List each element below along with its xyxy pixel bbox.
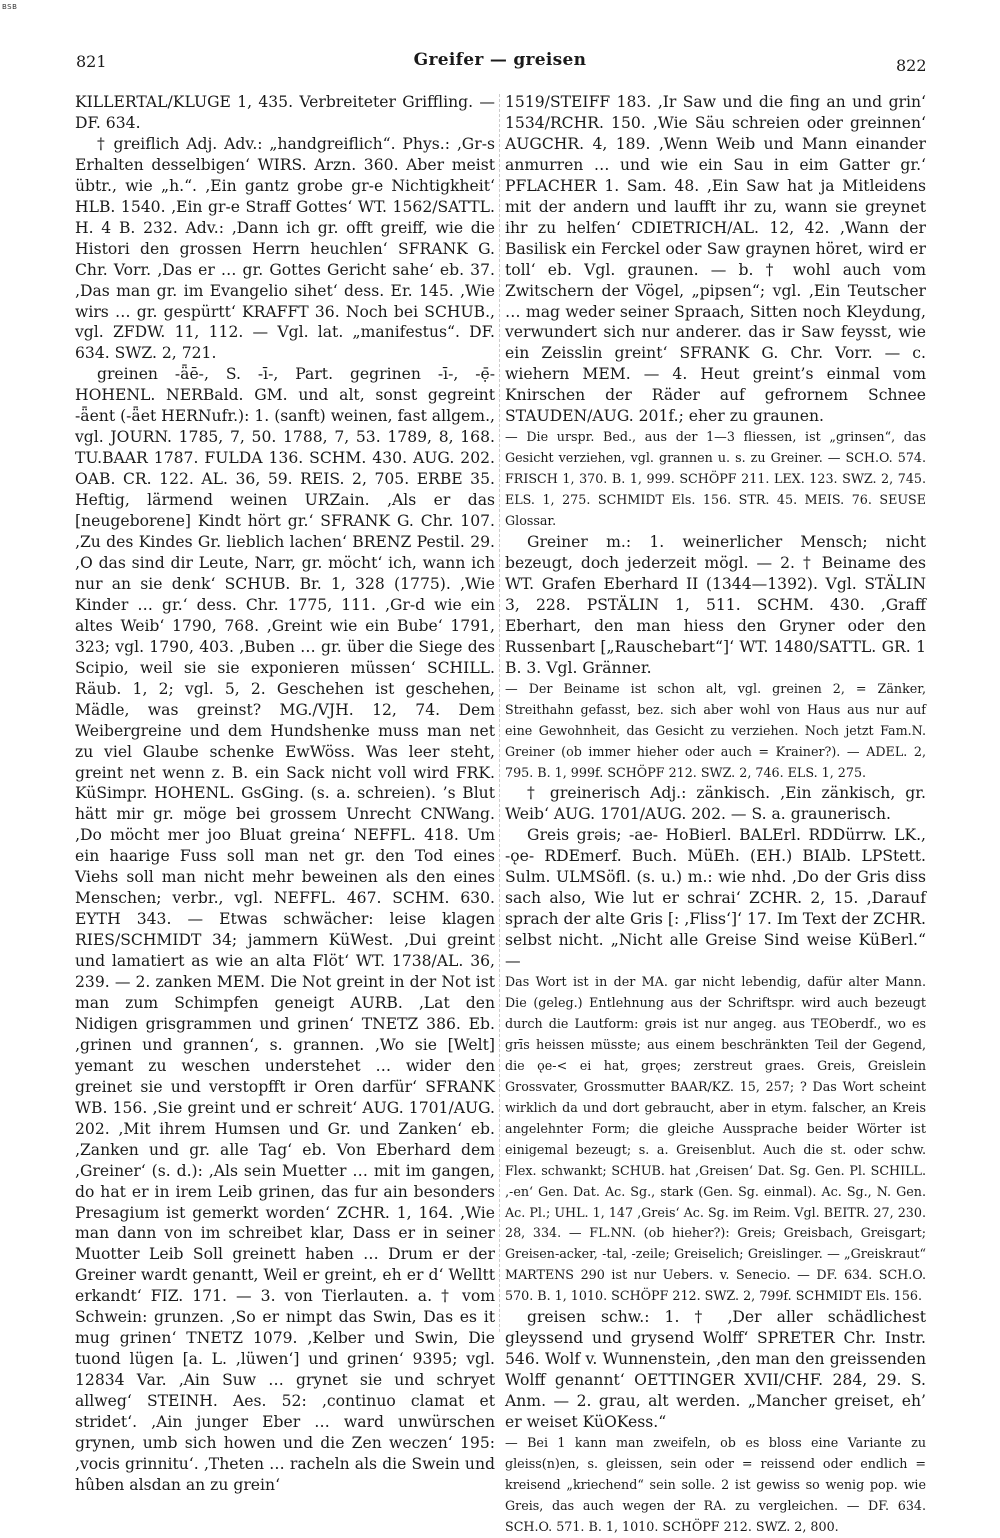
entry-greiflich: † greiflich Adj. Adv.: „handgreiflich“. Phys.: ‚Gr-s Erhalten desselbigen‘ WIRS. Arzn. 360. Aber meist übtr., wie „h.“. ‚Ein gantz grobe gr-e Nichtigkheit‘ HLB. 1540. ‚Ein gr-e Straff Gottes‘ WT. 1562/SATTL. H. 4 B. 232. Adv.: ‚Dann ich gr. offt greiff, wie die Histori den grossen Herrn heuchlen‘ SFRANK G. Chr. Vorr. ‚Das er … gr. Gottes Gericht sahe‘ eb. 37. ‚Das man gr. im Evangelio sihet‘ dess. Er. 145. ‚Wie wirs … gr. gespürtt‘ KRAFFT 36. Noch bei SCHUB., vgl. ZFDW. 11, 112. — Vgl. lat. „manifestus“. DF. 634. SWZ. 2, 721. — [75, 134, 495, 363]
note-greisen: — Bei 1 kann man zweifeln, ob es bloss eine Variante zu gleiss(n)en, s. gleissen, sein oder = reissend oder endlich = kreisend „kriechend“ sein solle. 2 ist gewiss so wenig pop. wie Greis, das auch wegen der RA. zu vergleichen. — DF. 634. SCH.O. 571. B. 1, 1010. SCHÖPF 212. SWZ. 2, 800. — [505, 1435, 926, 1534]
column-divider — [499, 94, 500, 1332]
page-header — [0, 42, 1000, 82]
page-number-right: 822 — [896, 56, 927, 75]
entry-continuation: KILLERTAL/KLUGE 1, 435. Verbreiteter Griffling. — DF. 634. — [75, 93, 495, 132]
page-number-left: 821 — [76, 52, 107, 71]
note-greiner: — Der Beiname ist schon alt, vgl. greinen 2, = Zänker, Streithahn gefasst, bez. sich aber wohl von Haus aus nur auf eine Gewohnheit, das Gesicht zu verziehen. Noch jetzt Fam.N. Greiner (ob immer hieher oder auch = Krainer?). — ADEL. 2, 795. B. 1, 999f. SCHÖPF 212. SWZ. 2, 746. ELS. 1, 275. — [505, 680, 926, 780]
entry-greiner: Greiner m.: 1. weinerlicher Mensch; nicht bezeugt, doch jederzeit mögl. — 2. † Beiname des WT. Grafen Eberhard II (1344—1392). Vgl. STÄLIN 3, 228. PSTÄLIN 1, 511. SCHM. 430. ‚Graff Eberhart, den man hiess den Gryner oder den Russenbart [„Rauschebart“]‘ WT. 1480/SATTL. GR. 1 B. 3. Vgl. Gränner. — [505, 533, 926, 677]
right-column — [505, 92, 926, 1534]
entry-greisen: greisen schw.: 1. † ‚Der aller schädlichest gleyssend und grysend Wolff‘ SPRETER Chr. Instr. 546. Wolf v. Wunnenstein, ‚den man den greissenden Wolff genannt‘ OETTINGER XVII/CHF. 284, 29. S. Anm. — 2. grau, alt werden. „Mancher greiset, eh’ er weiset KüOKess.“ — [505, 1308, 926, 1432]
note-greis: Das Wort ist in der MA. gar nicht lebendig, dafür alter Mann. Die (geleg.) Entlehnung aus der Schriftspr. wird auch bezeugt durch die Lautform: grəis ist nur angeg. aus TEOberdf., wo es grīs heissen müsste; aus einem beschränkten Teil der Gegend, die ǫe-< ei hat, grǫes; zerstreut graes. Greis, Greislein Grossvater, Grossmutter BAAR/KZ. 15, 257; ? Das Wort scheint wirklich da und dort gebraucht, aber in etym. falscher, an Kreis angelehnter Form; die gleiche Aussprache beider Wörter ist einigemal bezeugt; s. a. Greisenblut. Auch die st. oder schw. Flex. schwankt; SCHUB. hat ‚Greisen‘ Dat. Sg. Gen. Pl. SCHILL. ‚-en‘ Gen. Dat. Ac. Sg., stark (Gen. Sg. einmal). Ac. Sg., N. Gen. Ac. Pl.; UHL. 1, 147 ‚Greis‘ Ac. Sg. im Reim. Vgl. BEITR. 27, 230. 28, 334. — FL.NN. (ob hieher?): Greis; Greisbach, Greisgart; Greisen-acker, -tal, -zeile; Greiselich; Greislinger. — „Greiskraut“ MARTENS 290 ist nur Uebers. v. Senecio. — DF. 634. SCH.O. 570. B. 1, 1010. SCHÖPF 212. SWZ. 2, 799f. SCHMIDT Els. 156. — [505, 974, 926, 1304]
running-headwords: Greifer — greisen — [413, 50, 587, 70]
library-mark: BSB — [2, 3, 18, 11]
entry-greinen: greinen -ǟē-, S. -ī-, Part. gegrinen -ī-, -ẹ̄- HOHENL. NERBald. GM. und alt, sonst gegreint -ǟent (-ǟet HERNufr.): 1. (sanft) weinen, fast allgem., vgl. JOURN. 1785, 7, 50. 1788, 7, 53. 1789, 8, 168. TU.BAAR 1787. FULDA 136. SCHM. 430. AUG. 202. OAB. CR. 122. AL. 36, 59. REIS. 2, 705. ERBE 35. Heftig, lärmend weinen URZain. ‚Als er das [neugeborene] Kindt hört gr.‘ SFRANK G. Chr. 107. ‚Zu des Kindes Gr. lieblich lachen‘ BRENZ Pestil. 29. ‚O das sind dir Leute, Narr, gr. möcht‘ ich, wann ich nur an sie denk‘ SCHUB. Br. 1, 328 (1775). ‚Wie Kinder … gr.‘ dess. Chr. 1775, 111. ‚Gr-d wie ein altes Weib‘ 1790, 768. ‚Greint wie ein Bube‘ 1791, 323; vgl. 1790, 403. ‚Buben … gr. über die Siege des Scipio, weil sie sie exponieren müssen‘ SCHILL. Räub. 1, 2; vgl. 5, 2. Geschehen ist geschehen, Mädle, was greinst? MG./VJH. 12, 74. Dem Weibergreine und dem Hundshenke muss man net zu viel Glaube schenke EwWöss. Was leer steht, greint net wenn z. B. ein Sack nicht voll wird FRK. KüSimpr. HOHENL. GsGing. (s. a. schreien). ’s Blut hätt mir gr. möge bei grossem Unrecht CNWang. ‚Do möcht mer joo Bluat greina‘ NEFFL. 418. Um ein haarige Fuss soll man net gr. den Tod eines Viehs soll man nicht mehr beweinen als den eines Menschen; verbr., vgl. NEFFL. 467. SCHM. 630. EYTH 343. — Etwas schwächer: leise klagen RIES/SCHMIDT 34; jammern KüWest. ‚Dui greint und lamatiert as wie an alta Flöt‘ WT. 1738/AL. 36, 239. — 2. zanken MEM. Die Not greint in der Not ist man zum Schimpfen geneigt AURB. ‚Lat den Nidigen grisgrammen und grinen‘ TNETZ 386. Eb. ‚grinen und grannen‘, s. grannen. ‚Wo sie [Welt] yemant zu weschen understehet … wider den greinet sie und verstopfft ir Oren darfür‘ SFRANK WB. 156. ‚Sie greint und er schreit‘ AUG. 1701/AUG. 202. ‚Mit ihrem Humsen und Gr. und Zanken‘ eb. ‚Zanken und gr. alle Tag‘ eb. Von Eberhard dem ‚Greiner‘ (s. d.): ‚Als sein Muetter … mit im gangen, do hat er in irem Leib grinen, das fur ain besonders Presagium ist gemerkt worden‘ ZCHR. 1, 164. ‚Wie man dann von im schreibet klar, Dass er in seiner Muotter Leib Soll greinett haben … Drum er der Greiner wardt genantt, Weil er greint, eh er d‘ Welltt erkandt‘ FIZ. 171. — 3. von Tierlauten. a. † vom Schwein: grunzen. ‚So er nimpt das Swin, Das es it mug grinen‘ TNETZ 1079. ‚Kelber und Swin, Die tuond lügen [a. L. ‚lüwen‘] und grinen‘ 9395; vgl. 12834 Var. ‚Ain Suw … grynet sie und schryet allweg‘ STEINH. Aes. 52: ‚continuo clamat et stridet‘. ‚Ain junger Eber … ward unwürschen grynen, umb sich howen und die Zen weczen‘ 195: ‚vocis grinnitu‘. ‚Theten … racheln als die Swein und hûben alsdan an zu grein‘ — [75, 365, 495, 1494]
entry-greis: Greis grəis; -ae- HoBierl. BALErl. RDDürrw. LK., -ǫe- RDEmerf. Buch. MüEh. (EH.) BIAlb. LPStett. Sulm. ULMSöfl. (s. u.) m.: wie nhd. ‚Do der Gris diss sach also, Wie lut er schrai‘ ZCHR. 2, 15. ‚Darauf sprach der alte Gris [: ‚Fliss‘]‘ 17. Im Text der ZCHR. selbst nicht. „Nicht alle Greise Sind weise KüBerl.“ — — [505, 826, 926, 971]
left-column — [75, 92, 495, 1494]
note-greinen: — Die urspr. Bed., aus der 1—3 fliessen, ist „grinsen“, das Gesicht verziehen, vgl. grannen u. s. zu Greiner. — SCH.O. 574. FRISCH 1, 370. B. 1, 999. SCHÖPF 211. LEX. 123. SWZ. 2, 745. ELS. 1, 275. SCHMIDT Els. 156. STR. 45. MEIS. 76. SEUSE Glossar. — [505, 429, 926, 529]
entry-greinen-continued: 1519/STEIFF 183. ‚Ir Saw und die fing an und grin‘ 1534/RCHR. 150. ‚Wie Säu schreien oder greinnen‘ AUGCHR. 4, 189. ‚Wenn Weib und Mann einander anmurren … und wie ein Sau in eim Gatter gr.‘ PFLACHER 1. Sam. 48. ‚Ein Saw hat ja Mitleidens mit der andern und laufft ihr zu, wann sie greynet ihr zu helfen‘ CDIETRICH/AL. 12, 42. ‚Wann der Basilisk ein Ferckel oder Saw graynen höret, wird er toll‘ eb. Vgl. graunen. — b. † wohl auch vom Zwitschern der Vögel, „pipsen“; vgl. ‚Ein Teutscher … mag weder seiner Spraach, Sitten noch Kleydung, verwundert sich nur anderer. das ir Saw feysst, wie ein Zeisslin greint‘ SFRANK G. Chr. Vorr. — c. wiehern MEM. — 4. Heut greint’s einmal vom Knirschen der Räder auf gefrornem Schnee STAUDEN/AUG. 201f.; eher zu graunen. — [505, 93, 926, 426]
entry-greinerisch: † greinerisch Adj.: zänkisch. ‚Ein zänkisch, gr. Weib‘ AUG. 1701/AUG. 202. — S. a. graunerisch. — [505, 784, 926, 824]
